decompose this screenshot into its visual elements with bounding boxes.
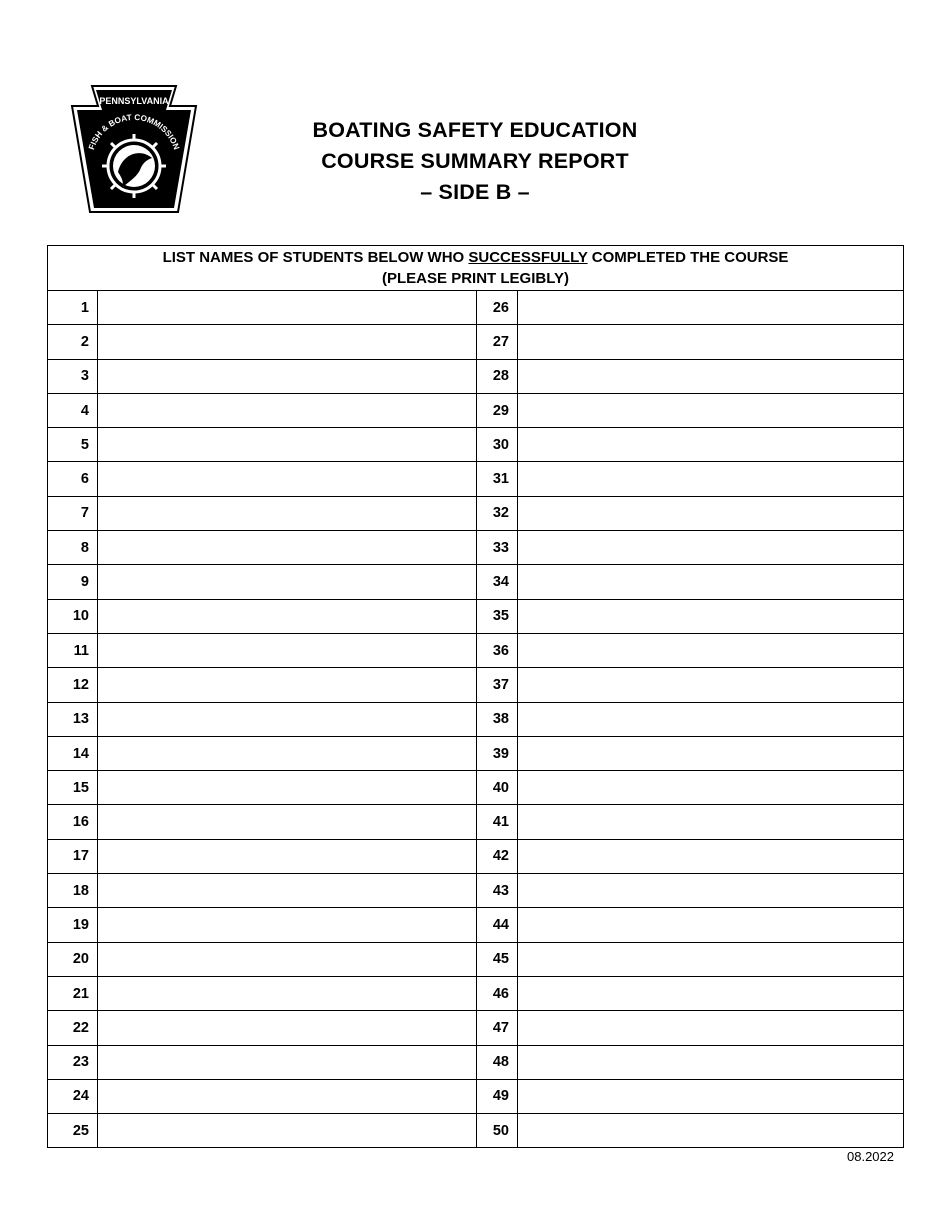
student-name-field[interactable]	[518, 1045, 904, 1079]
row-number: 40	[477, 771, 518, 805]
student-name-field[interactable]	[98, 1079, 477, 1113]
student-name-field[interactable]	[518, 874, 904, 908]
row-number: 49	[477, 1079, 518, 1113]
student-name-field[interactable]	[518, 942, 904, 976]
row-number: 50	[477, 1114, 518, 1148]
table-row	[48, 771, 904, 805]
table-row	[48, 736, 904, 770]
table-row	[48, 291, 904, 325]
student-name-field[interactable]	[518, 565, 904, 599]
table-row	[48, 874, 904, 908]
row-number: 45	[477, 942, 518, 976]
row-number: 24	[48, 1079, 98, 1113]
table-row	[48, 359, 904, 393]
row-number: 8	[48, 531, 98, 565]
row-number: 19	[48, 908, 98, 942]
student-name-field[interactable]	[98, 668, 477, 702]
row-number: 2	[48, 325, 98, 359]
student-name-field[interactable]	[98, 908, 477, 942]
table-row	[48, 668, 904, 702]
row-number: 26	[477, 291, 518, 325]
row-number: 22	[48, 1011, 98, 1045]
table-row	[48, 942, 904, 976]
table-row	[48, 839, 904, 873]
student-name-field[interactable]	[98, 462, 477, 496]
student-name-field[interactable]	[98, 359, 477, 393]
student-name-field[interactable]	[98, 599, 477, 633]
student-name-field[interactable]	[518, 462, 904, 496]
row-number: 46	[477, 976, 518, 1010]
report-title	[270, 115, 680, 208]
table-row	[48, 565, 904, 599]
row-number: 37	[477, 668, 518, 702]
table-row	[48, 976, 904, 1010]
row-number: 25	[48, 1114, 98, 1148]
row-number: 39	[477, 736, 518, 770]
row-number: 20	[48, 942, 98, 976]
row-number: 42	[477, 839, 518, 873]
table-row	[48, 1114, 904, 1148]
student-roster-table	[47, 245, 904, 1148]
row-number: 29	[477, 393, 518, 427]
row-number: 28	[477, 359, 518, 393]
table-row	[48, 702, 904, 736]
print-legibly-note: (PLEASE PRINT LEGIBLY)	[382, 270, 569, 287]
row-number: 15	[48, 771, 98, 805]
table-row	[48, 428, 904, 462]
successfully-emphasis: SUCCESSFULLY	[468, 249, 588, 266]
table-row	[48, 599, 904, 633]
row-number: 5	[48, 428, 98, 462]
student-name-field[interactable]	[518, 599, 904, 633]
row-number: 9	[48, 565, 98, 599]
row-number: 13	[48, 702, 98, 736]
row-number: 6	[48, 462, 98, 496]
row-number: 14	[48, 736, 98, 770]
row-number: 43	[477, 874, 518, 908]
student-name-field[interactable]	[518, 668, 904, 702]
row-number: 38	[477, 702, 518, 736]
student-name-field[interactable]	[518, 1079, 904, 1113]
student-name-field[interactable]	[98, 874, 477, 908]
row-number: 34	[477, 565, 518, 599]
student-name-field[interactable]	[518, 976, 904, 1010]
row-number: 3	[48, 359, 98, 393]
student-name-field[interactable]	[518, 805, 904, 839]
student-name-field[interactable]	[518, 428, 904, 462]
table-row	[48, 462, 904, 496]
table-row	[48, 908, 904, 942]
row-number: 48	[477, 1045, 518, 1079]
table-header: LIST NAMES OF STUDENTS BELOW WHO SUCCESSFULLY COMPLETED THE COURSE (PLEASE PRINT LEGIBLY)	[48, 246, 904, 291]
student-name-field[interactable]	[98, 805, 477, 839]
table-row	[48, 1079, 904, 1113]
table-row	[48, 1045, 904, 1079]
table-row	[48, 633, 904, 667]
row-number: 30	[477, 428, 518, 462]
row-number: 33	[477, 531, 518, 565]
student-name-field[interactable]	[98, 839, 477, 873]
svg-text:PENNSYLVANIA: PENNSYLVANIA	[99, 96, 169, 106]
table-row	[48, 1011, 904, 1045]
student-name-field[interactable]	[98, 565, 477, 599]
student-name-field[interactable]	[518, 702, 904, 736]
student-name-field[interactable]	[98, 428, 477, 462]
student-name-field[interactable]	[518, 771, 904, 805]
row-number: 41	[477, 805, 518, 839]
student-name-field[interactable]	[98, 1011, 477, 1045]
svg-text:FISH & BOAT COMMISSION: FISH & BOAT COMMISSION	[87, 112, 181, 151]
student-name-field[interactable]	[518, 359, 904, 393]
row-number: 44	[477, 908, 518, 942]
row-number: 21	[48, 976, 98, 1010]
student-name-field[interactable]	[98, 736, 477, 770]
student-name-field[interactable]	[98, 291, 477, 325]
row-number: 47	[477, 1011, 518, 1045]
student-name-field[interactable]	[518, 839, 904, 873]
table-row	[48, 325, 904, 359]
student-name-field[interactable]	[98, 942, 477, 976]
student-name-field[interactable]	[98, 1114, 477, 1148]
student-name-field[interactable]	[518, 736, 904, 770]
row-number: 1	[48, 291, 98, 325]
title-line-1: BOATING SAFETY EDUCATION	[312, 118, 638, 142]
row-number: 11	[48, 633, 98, 667]
pa-fish-boat-commission-logo-icon	[70, 84, 198, 214]
student-name-field[interactable]	[518, 496, 904, 530]
row-number: 35	[477, 599, 518, 633]
student-name-field[interactable]	[518, 393, 904, 427]
title-line-3: – SIDE B –	[420, 180, 530, 204]
row-number: 4	[48, 393, 98, 427]
student-name-field[interactable]	[98, 1045, 477, 1079]
row-number: 16	[48, 805, 98, 839]
row-number: 31	[477, 462, 518, 496]
row-number: 10	[48, 599, 98, 633]
student-name-field[interactable]	[98, 496, 477, 530]
table-row	[48, 531, 904, 565]
title-line-2: COURSE SUMMARY REPORT	[321, 149, 629, 173]
row-number: 7	[48, 496, 98, 530]
student-name-field[interactable]	[518, 1114, 904, 1148]
table-row	[48, 805, 904, 839]
revision-date: 08.2022	[847, 1149, 894, 1164]
table-row	[48, 496, 904, 530]
row-number: 23	[48, 1045, 98, 1079]
row-number: 18	[48, 874, 98, 908]
table-row	[48, 393, 904, 427]
row-number: 32	[477, 496, 518, 530]
student-name-field[interactable]	[518, 1011, 904, 1045]
student-name-field[interactable]	[518, 325, 904, 359]
student-name-field[interactable]	[518, 908, 904, 942]
row-number: 36	[477, 633, 518, 667]
student-name-field[interactable]	[98, 771, 477, 805]
row-number: 17	[48, 839, 98, 873]
student-name-field[interactable]	[98, 531, 477, 565]
row-number: 27	[477, 325, 518, 359]
student-name-field[interactable]	[98, 325, 477, 359]
student-name-field[interactable]	[98, 393, 477, 427]
row-number: 12	[48, 668, 98, 702]
student-name-field[interactable]	[518, 633, 904, 667]
student-name-field[interactable]	[98, 976, 477, 1010]
student-name-field[interactable]	[518, 531, 904, 565]
student-name-field[interactable]	[518, 291, 904, 325]
student-name-field[interactable]	[98, 633, 477, 667]
student-name-field[interactable]	[98, 702, 477, 736]
